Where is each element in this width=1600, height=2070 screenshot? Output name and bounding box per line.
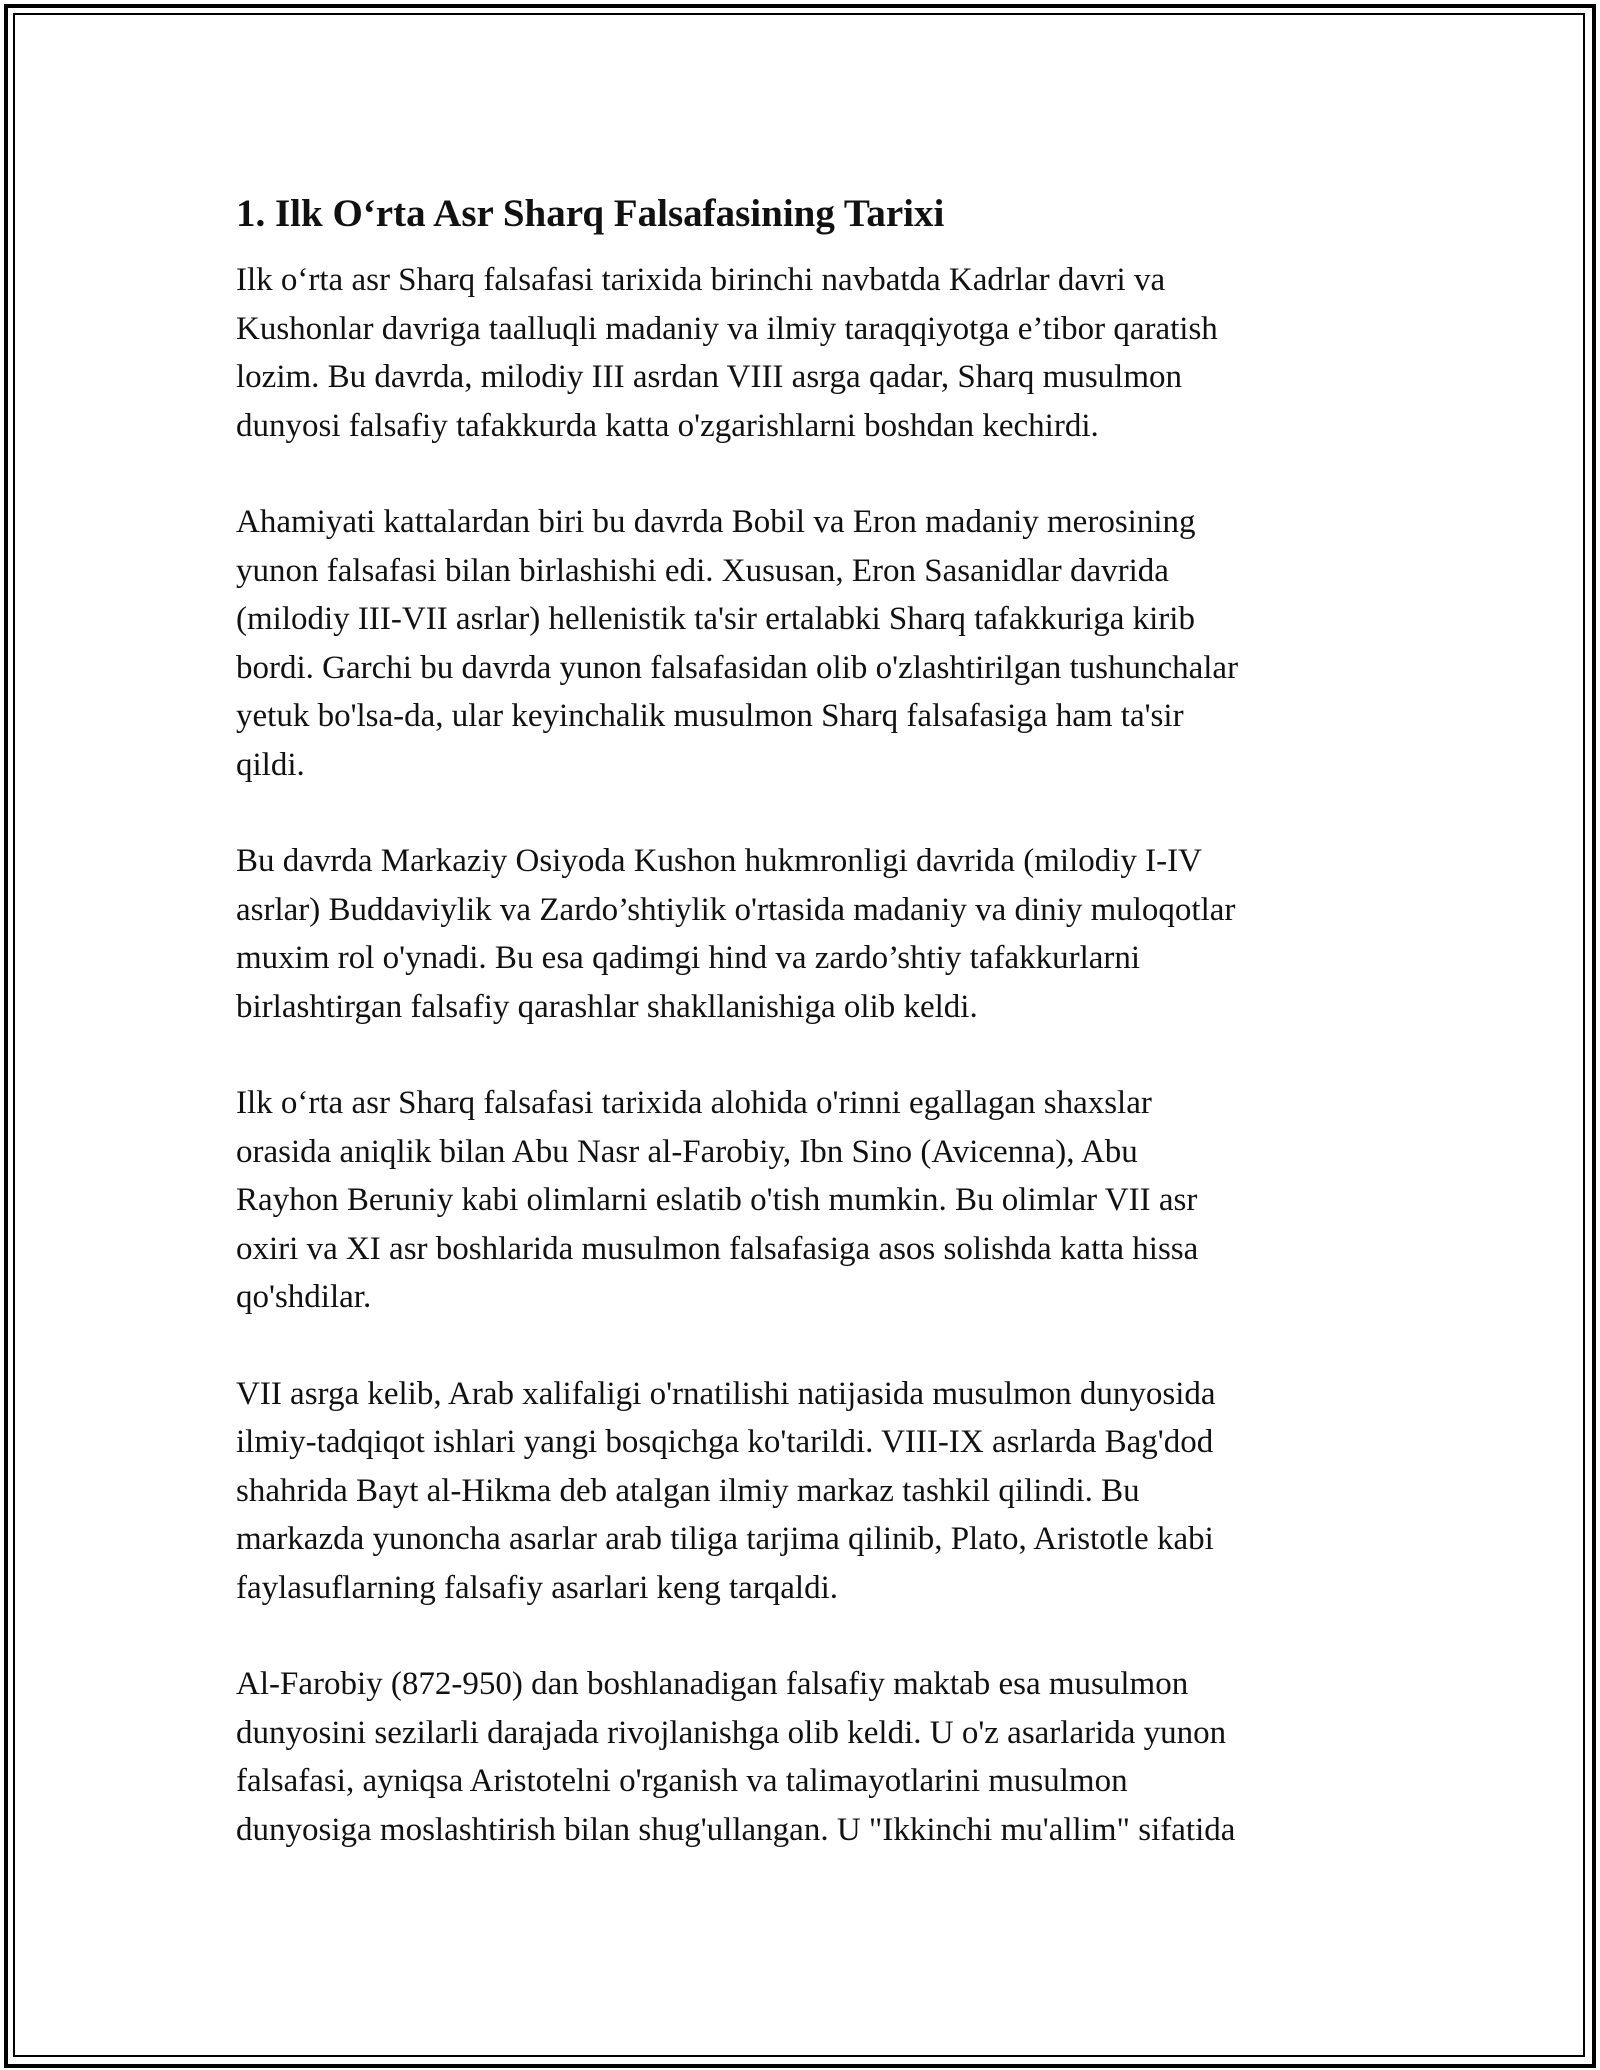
paragraph-2: Ahamiyati kattalardan biri bu davrda Bobil va Eron madaniy merosining yunon falsafasi bilan birlashishi edi. Xususan, Eron Sasanidlar davrida (milodiy III-VII asrlar) hellenistik ta'sir ertalabki Sharq tafakkuriga kirib bordi. Garchi bu davrda yunon falsafasidan olib o'zlashtirilgan tushunchalar yetuk bo'lsa-da, ular keyinchalik musulmon Sharq falsafasiga ham ta'sir qildi. <box>236 504 1239 783</box>
paragraph-3: Bu davrda Markaziy Osiyoda Kushon hukmronligi davrida (milodiy I-IV asrlar) Buddaviylik va Zardo’shtiylik o'rtasida madaniy va diniy muloqotlar muxim rol o'ynadi. Bu esa qadimgi hind va zardo’shtiy tafakkurlarni birlashtirgan falsafiy qarashlar shakllanishiga olib keldi. <box>236 843 1236 1025</box>
paragraph-4: Ilk o‘rta asr Sharq falsafasi tarixida alohida o'rinni egallagan shaxslar orasida aniqlik bilan Abu Nasr al-Farobiy, Ibn Sino (Avicenna), Abu Rayhon Beruniy kabi olimlarni eslatib o'tish mumkin. Bu olimlar VII asr oxiri va XI asr boshlarida musulmon falsafasiga asos solishda katta hissa qo'shdilar. <box>236 1085 1199 1315</box>
paragraph-1: Ilk o‘rta asr Sharq falsafasi tarixida birinchi navbatda Kadrlar davri va Kushonlar davriga taalluqli madaniy va ilmiy taraqqiyotga e’tibor qaratish lozim. Bu davrda, milodiy III asrdan VIII asrga qadar, Sharq musulmon dunyosi falsafiy tafakkurda katta o'zgarishlarni boshdan kechirdi. <box>236 262 1218 444</box>
paragraph-5: VII asrga kelib, Arab xalifaligi o'rnatilishi natijasida musulmon dunyosida ilmiy-tadqiqot ishlari yangi bosqichga ko'tarildi. VIII-IX asrlarda Bag'dod shahrida Bayt al-Hikma deb atalgan ilmiy markaz tashkil qilindi. Bu markazda yunoncha asarlar arab tiliga tarjima qilinib, Plato, Aristotle kabi faylasuflarning falsafiy asarlari keng tarqaldi. <box>236 1375 1216 1606</box>
document-body <box>236 188 1396 1854</box>
paragraph-6: Al-Farobiy (872-950) dan boshlanadigan falsafiy maktab esa musulmon dunyosini sezilarli darajada rivojlanishga olib keldi. U o'z asarlarida yunon falsafasi, ayniqsa Aristotelni o'rganish va talimayotlarini musulmon dunyosiga moslashtirish bilan shug'ullangan. U "Ikkinchi mu'allim" sifatida <box>236 1666 1236 1848</box>
section-heading: 1. Ilk O‘rta Asr Sharq Falsafasining Tarixi <box>236 192 945 235</box>
